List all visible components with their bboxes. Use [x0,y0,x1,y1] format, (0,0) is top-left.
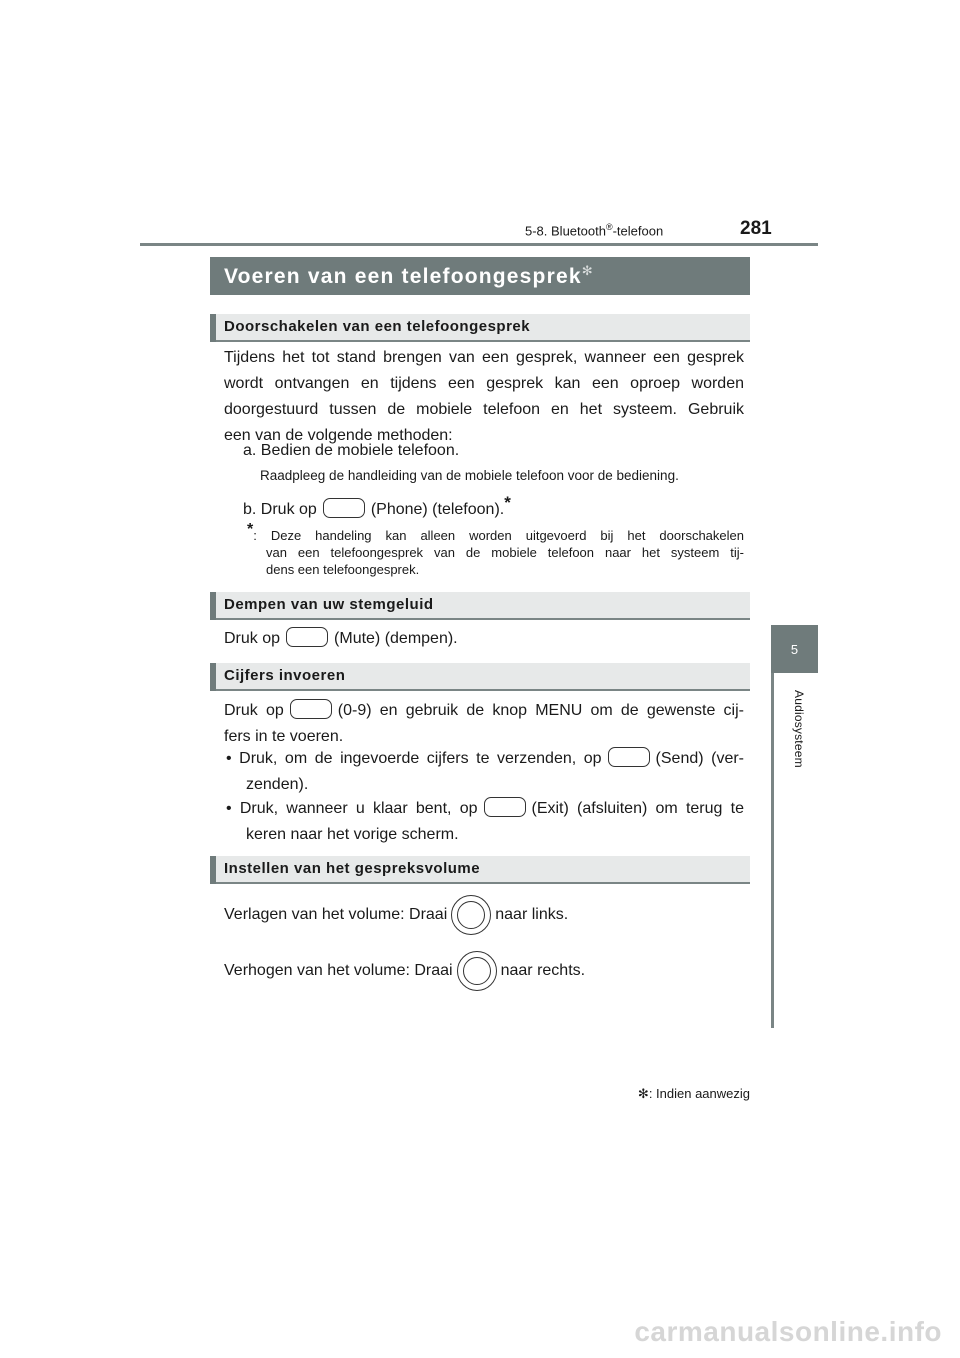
method-a-note: Raadpleeg de handleiding van de mobiele telefoon voor de bediening. [260,468,679,483]
chapter-label: Audiosysteem [792,690,806,768]
method-b: b. Druk op (Phone) (telefoon).* [243,493,511,518]
header-rule [140,243,818,246]
section-title: Voeren van een telefoongesprek [224,265,582,288]
optional-footnote: ✻: Indien aanwezig [637,1086,750,1101]
send-bullet: • Druk, om de ingevoerde cijfers te verzenden, op (Send) (ver- zenden). [226,746,744,798]
subheading-mute: Dempen van uw stemgeluid [210,592,750,620]
digits-instruction: Druk op (0-9) en gebruik de knop MENU om de gewenste cij- fers in te voeren. [224,698,744,750]
exit-bullet: • Druk, wanneer u klaar bent, op (Exit) (afsluiten) om terug te keren naar het vorige scherm. [226,796,744,848]
breadcrumb: 5-8. Bluetooth®-telefoon [525,222,664,239]
mute-instruction: Druk op (Mute) (dempen). [224,626,458,652]
subheading-digits: Cijfers invoeren [210,663,750,691]
phone-button-icon [323,498,365,518]
transfer-paragraph: Tijdens het tot stand brengen van een gesprek, wanneer een gesprek wordt ontvangen en tijdens een gesprek kan een oproep worden doorgestuurd tussen de mobiele telefoon en het systeem. Gebruik een van de volgende methoden: [224,349,744,444]
method-b-footnote: *: Deze handeling kan alleen worden uitgevoerd bij het doorschakelen van een telefoongesprek van de mobiele telefoon naar het systeem tij- dens een telefoongesprek. [247,521,744,577]
watermark: carmanualsonline.info [634,1316,942,1347]
optional-star-icon: ✻ [581,263,594,278]
side-rule [771,673,774,1028]
volume-down: Verlagen van het volume: Draai naar links. [224,895,568,935]
exit-button-icon [484,797,526,817]
volume-knob-icon [457,951,497,991]
method-a: a. Bedien de mobiele telefoon. [243,442,460,459]
volume-knob-icon [451,895,491,935]
send-button-icon [608,747,650,767]
page-number: 281 [740,218,772,239]
volume-up: Verhogen van het volume: Draai naar rechts. [224,951,585,991]
mute-button-icon [286,627,328,647]
chapter-tab: 5 [771,625,818,673]
subheading-transfer: Doorschakelen van een telefoongesprek [210,314,750,342]
section-heading [210,257,750,295]
subheading-volume: Instellen van het gespreksvolume [210,856,750,884]
digits-button-icon [290,699,332,719]
